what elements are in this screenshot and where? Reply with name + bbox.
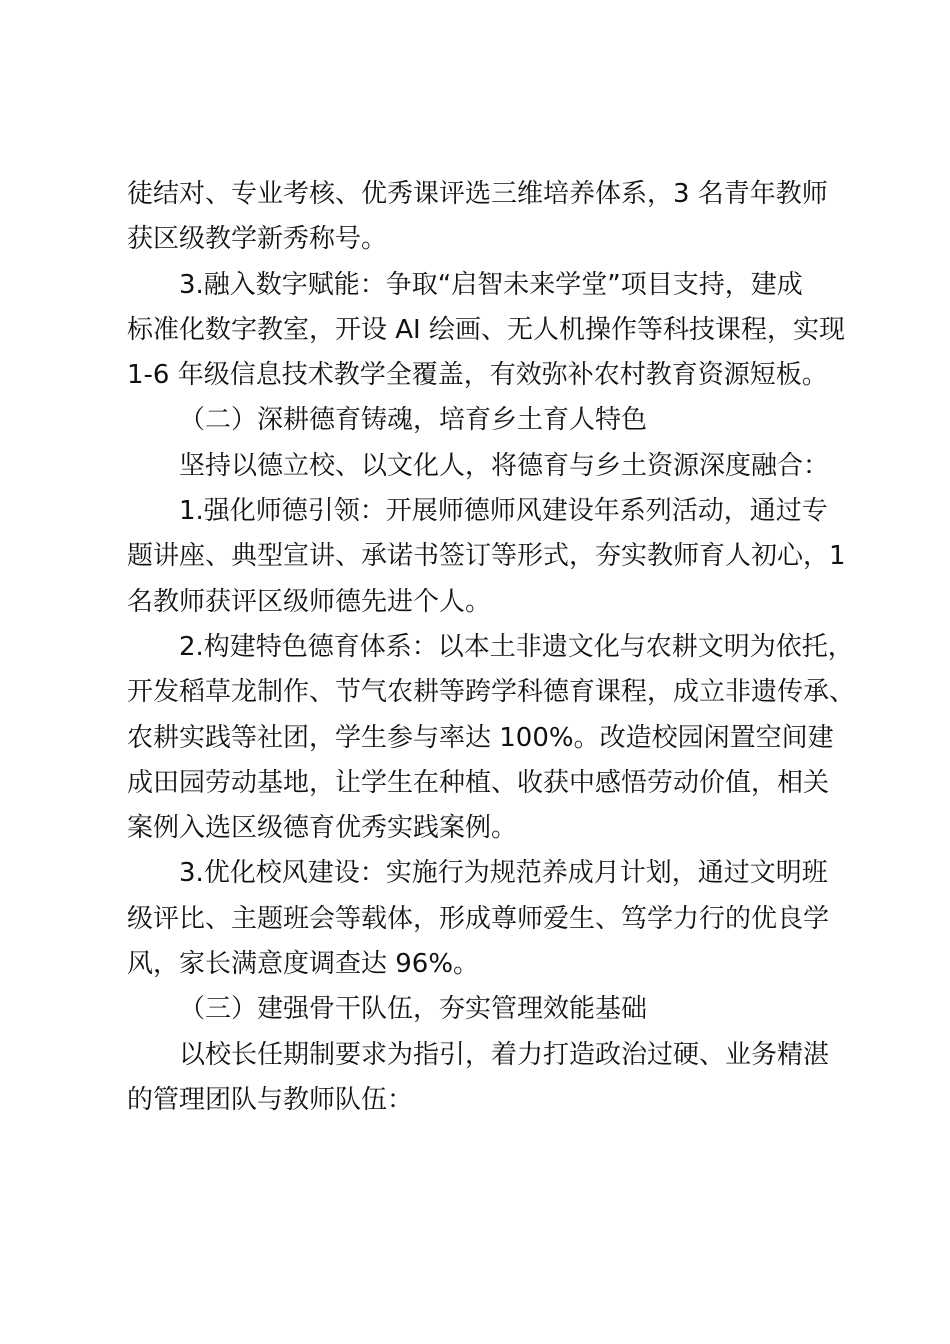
section-heading: （二）深耕德育铸魂，培育乡土育人特色 <box>179 405 648 436</box>
paragraph-line: 案例入选区级德育优秀实践案例。 <box>127 813 518 844</box>
paragraph-line: 1-6 年级信息技术教学全覆盖，有效弥补农村教育资源短板。 <box>127 360 828 391</box>
paragraph-line: 徒结对、专业考核、优秀课评选三维培养体系，3 名青年教师 <box>127 179 828 209</box>
paragraph-line: 2.构建特色德育体系：以本土非遗文化与农耕文明为依托， <box>179 631 854 662</box>
paragraph-line: 标准化数字教室，开设 AI 绘画、无人机操作等科技课程，实现 <box>127 314 845 345</box>
document-body <box>127 172 856 1123</box>
paragraph-line: 农耕实践等社团，学生参与率达 100%。改造校园闲置空间建 <box>127 722 834 753</box>
paragraph-line: 获区级教学新秀称号。 <box>127 224 388 255</box>
paragraph-line: 1.强化师德引领：开展师德师风建设年系列活动，通过专 <box>179 496 828 527</box>
paragraph-line: 级评比、主题班会等载体，形成尊师爱生、笃学力行的优良学 <box>127 903 830 934</box>
paragraph-line: 的管理团队与教师队伍： <box>127 1084 414 1115</box>
paragraph-line: 以校长任期制要求为指引，着力打造政治过硬、业务精湛 <box>179 1039 830 1070</box>
paragraph-line: 3.优化校风建设：实施行为规范养成月计划，通过文明班 <box>179 858 828 889</box>
paragraph-line: 坚持以德立校、以文化人，将德育与乡土资源深度融合： <box>179 450 830 481</box>
paragraph-line: 开发稻草龙制作、节气农耕等跨学科德育课程，成立非遗传承、 <box>127 677 856 708</box>
paragraph-line: 名教师获评区级师德先进个人。 <box>127 586 492 617</box>
paragraph-line: 风，家长满意度调查达 96%。 <box>127 949 480 980</box>
section-heading: （三）建强骨干队伍，夯实管理效能基础 <box>179 994 648 1025</box>
paragraph-line: 成田园劳动基地，让学生在种植、收获中感悟劳动价值，相关 <box>127 767 830 798</box>
paragraph-line: 3.融入数字赋能：争取“启智未来学堂”项目支持，建成 <box>179 269 803 300</box>
paragraph-line: 题讲座、典型宣讲、承诺书签订等形式，夯实教师育人初心，1 <box>127 541 846 572</box>
